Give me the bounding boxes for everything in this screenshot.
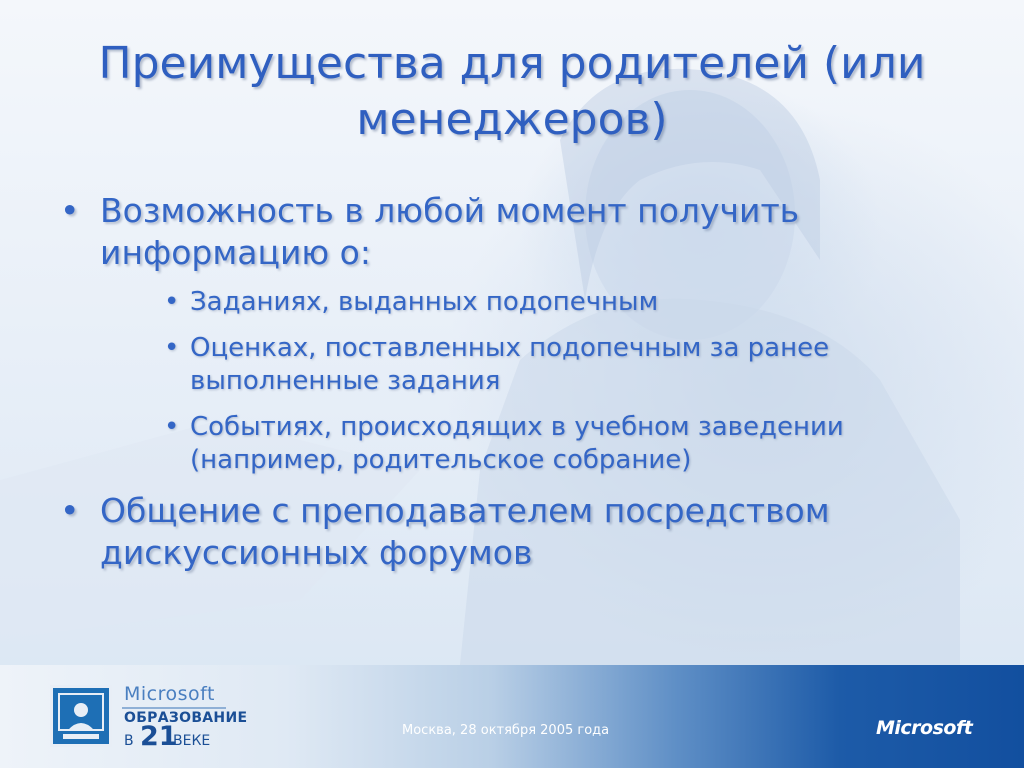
bullet-text: Возможность в любой момент получить информацию о: bbox=[100, 191, 800, 272]
footer-date: Москва, 28 октября 2005 года bbox=[402, 723, 610, 738]
logo-number-text: 21 bbox=[140, 721, 178, 752]
education-logo bbox=[50, 685, 280, 755]
education-logo-icon bbox=[50, 685, 112, 747]
sub-bullet-item bbox=[164, 286, 980, 319]
bullet-item bbox=[60, 490, 980, 574]
bullet-icon: • bbox=[164, 333, 180, 363]
sub-bullet-item bbox=[164, 332, 980, 398]
sub-bullet-item bbox=[164, 411, 980, 477]
sub-bullet-text: Событиях, происходящих в учебном заведении (например, родительское собрание) bbox=[190, 412, 844, 475]
sub-bullet-text: Заданиях, выданных подопечным bbox=[190, 287, 659, 317]
bullet-icon: • bbox=[60, 491, 80, 530]
logo-education-text: ОБРАЗОВАНИЕ bbox=[124, 710, 248, 726]
bullet-icon: • bbox=[60, 191, 80, 230]
footer bbox=[0, 665, 1024, 768]
bullet-item bbox=[60, 190, 980, 274]
microsoft-logo-icon: Microsoft bbox=[876, 717, 973, 739]
bullet-list bbox=[60, 190, 980, 586]
logo-prefix-text: В bbox=[124, 733, 134, 749]
slide-title: Преимущества для родителей (или менеджеров) bbox=[98, 38, 926, 145]
bullet-icon: • bbox=[164, 287, 180, 317]
logo-suffix-text: ВЕКЕ bbox=[173, 733, 211, 749]
bullet-text: Общение с преподавателем посредством дискуссионных форумов bbox=[100, 491, 830, 572]
bullet-icon: • bbox=[164, 412, 180, 442]
logo-divider bbox=[122, 707, 226, 709]
sub-bullet-text: Оценках, поставленных подопечным за ранее выполненные задания bbox=[190, 333, 830, 396]
logo-microsoft-text: Microsoft bbox=[124, 683, 215, 705]
